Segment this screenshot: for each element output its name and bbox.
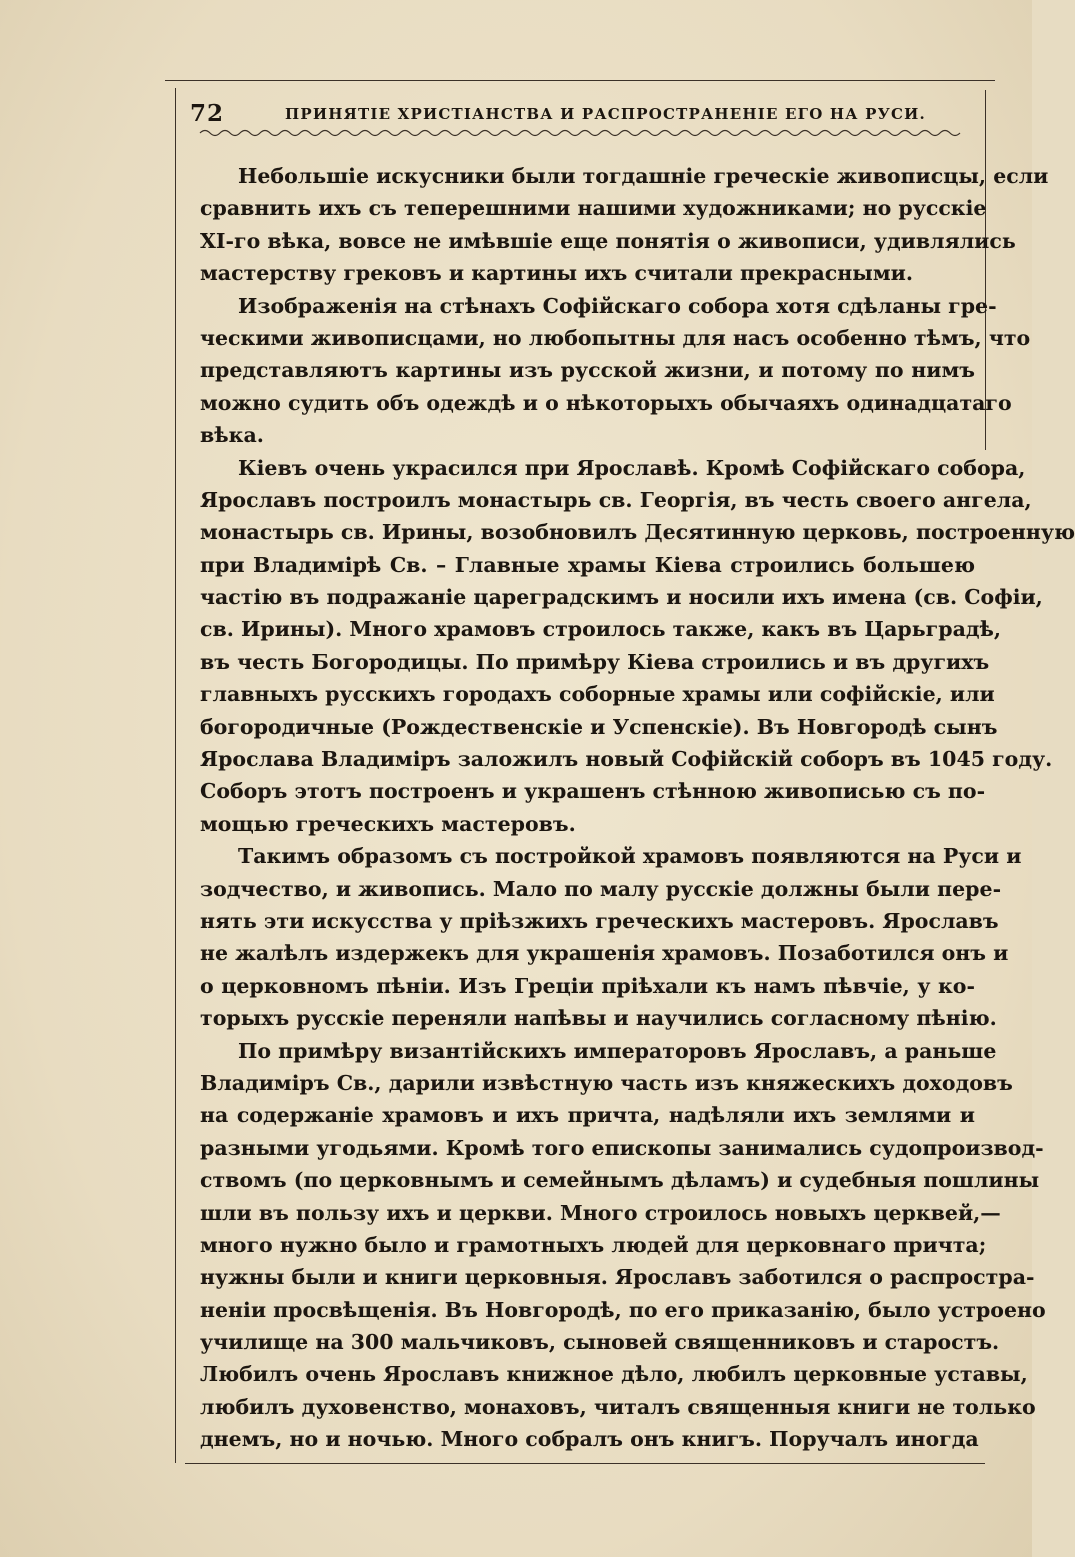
text-line: монастырь св. Ирины, возобновилъ Десятинную церковь, построенную [200, 520, 1075, 545]
text-line: Небольшіе искусники были тогдашніе греческіе живописцы, если [238, 164, 1049, 188]
text-line: мощью греческихъ мастеровъ. [200, 811, 576, 836]
body-text [200, 160, 1075, 1456]
text-line: Соборъ этотъ построенъ и украшенъ стѣнною живописью съ по- [200, 779, 986, 804]
text-line: нужны были и книги церковныя. Ярославъ заботился о распростра- [200, 1265, 1035, 1290]
text-line: вѣка. [200, 423, 264, 448]
text-line: шли въ пользу ихъ и церкви. Много строилось новыхъ церквей,— [200, 1200, 1001, 1225]
text-line: ствомъ (по церковнымъ и семейнымъ дѣламъ) и судебныя пошлины [200, 1168, 1040, 1193]
text-line: ческими живописцами, но любопытны для насъ особенно тѣмъ, что [200, 325, 1031, 350]
text-line: Изображенія на стѣнахъ Софійскаго собора хотя сдѣланы гре- [238, 293, 997, 318]
left-border-rule [175, 88, 176, 1463]
text-line: богородичные (Рождественскіе и Успенскіе). Въ Новгородѣ сынъ [200, 714, 998, 739]
running-title: ПРИНЯТІЕ ХРИСТІАНСТВА И РАСПРОСТРАНЕНІЕ ЕГО НА РУСИ. [285, 105, 926, 123]
text-line: о церковномъ пѣніи. Изъ Греціи пріѣхали къ намъ пѣвчіе, у ко- [200, 973, 975, 998]
page-number: 72 [190, 100, 225, 127]
text-line: въ честь Богородицы. По примѣру Кіева строились и въ другихъ [200, 649, 990, 674]
text-line: Владиміръ Св., дарили извѣстную часть изъ княжескихъ доходовъ [200, 1070, 1013, 1095]
text-line: Ярослава Владиміръ заложилъ новый Софійскій соборъ въ 1045 году. [200, 747, 1053, 772]
text-line: мастерству грековъ и картины ихъ считали прекрасными. [200, 261, 913, 286]
text-line: Ярославъ построилъ монастырь св. Георгія, въ честь своего ангела, [200, 487, 1032, 512]
text-line: разными угодьями. Кромѣ того епископы занимались судопроизвод- [200, 1135, 1044, 1160]
text-line: не жалѣлъ издержекъ для украшенія храмовъ. Позаботился онъ и [200, 941, 1009, 966]
top-border-rule [165, 80, 995, 81]
text-line: представляютъ картины изъ русской жизни, и потому по нимъ [200, 358, 975, 383]
text-line: сравнить ихъ съ теперешними нашими художниками; но русскіе [200, 196, 987, 221]
text-line: много нужно было и грамотныхъ людей для церковнаго причта; [200, 1232, 987, 1257]
text-line: на содержаніе храмовъ и ихъ причта, надѣляли ихъ землями и [200, 1103, 975, 1128]
text-line: зодчество, и живопись. Мало по малу русскіе должны были пере- [200, 876, 1002, 901]
text-line: нять эти искусства у пріѣзжихъ греческихъ мастеровъ. Ярославъ [200, 908, 999, 933]
text-line: неніи просвѣщенія. Въ Новгородѣ, по его приказанію, было устроено [200, 1297, 1046, 1322]
wavy-ornament-rule [200, 128, 960, 138]
bottom-border-rule [185, 1463, 985, 1464]
text-line: при Владимірѣ Св. – Главные храмы Кіева строились большею [200, 552, 975, 577]
text-line: Кіевъ очень украсился при Ярославѣ. Кромѣ Софійскаго собора, [238, 455, 1026, 480]
text-line: можно судить объ одеждѣ и о нѣкоторыхъ обычаяхъ одинадцатаго [200, 390, 1012, 415]
text-line: частію въ подражаніе цареградскимъ и носили ихъ имена (св. Софіи, [200, 585, 1043, 610]
text-line: Такимъ образомъ съ постройкой храмовъ появляются на Руси и [238, 844, 1022, 869]
text-line: По примѣру византійскихъ императоровъ Ярославъ, а раньше [238, 1038, 997, 1063]
text-line: училище на 300 мальчиковъ, сыновей священниковъ и старостъ. [200, 1330, 1000, 1355]
text-line: XI-го вѣка, вовсе не имѣвшіе еще понятія о живописи, удивлялись [200, 228, 1016, 253]
text-line: днемъ, но и ночью. Много собралъ онъ книгъ. Поручалъ иногда [200, 1427, 979, 1452]
text-line: главныхъ русскихъ городахъ соборные храмы или софійскіе, или [200, 682, 995, 707]
text-line: торыхъ русскіе переняли напѣвы и научились согласному пѣнію. [200, 1006, 997, 1031]
text-line: св. Ирины). Много храмовъ строилось также, какъ въ Царьградѣ, [200, 617, 1002, 642]
text-line: Любилъ очень Ярославъ книжное дѣло, любилъ церковные уставы, [200, 1362, 1028, 1387]
text-line: любилъ духовенство, монаховъ, читалъ священныя книги не только [200, 1394, 1036, 1419]
